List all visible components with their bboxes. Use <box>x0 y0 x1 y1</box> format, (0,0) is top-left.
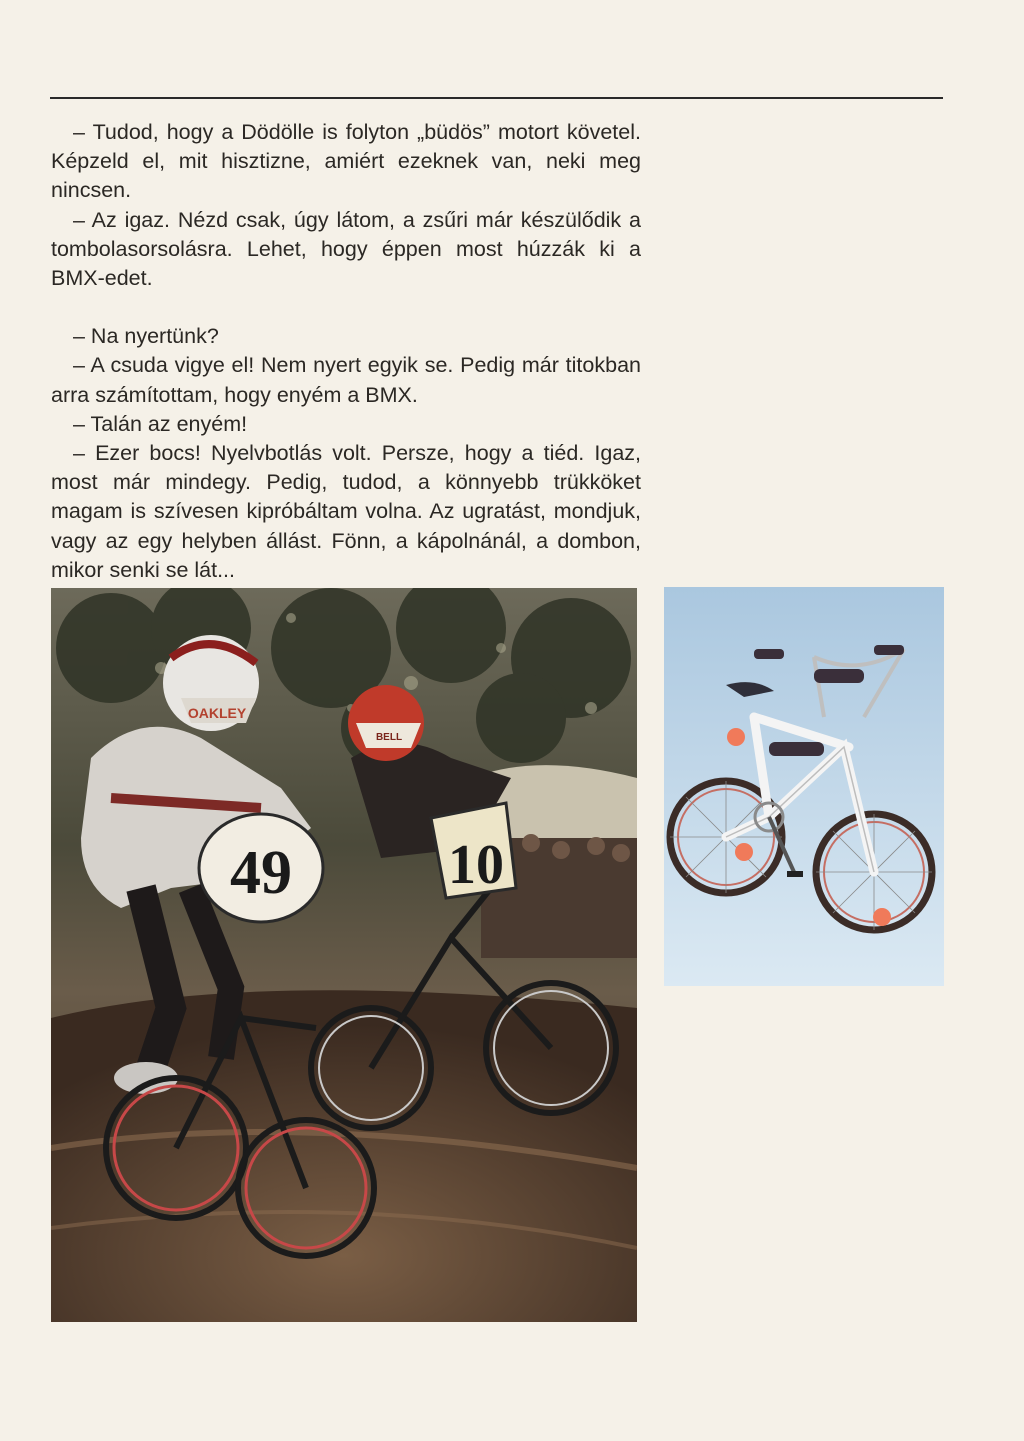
paragraph: – Tudod, hogy a Dödölle is folyton „büdös” motort követel. Képzeld el, mit hisztizne, amiért ezeknek van, neki meg nincsen. <box>51 120 641 203</box>
paragraph: – Talán az enyém! <box>73 411 248 436</box>
bmx-bike-photo <box>664 587 944 986</box>
helmet-brand-label: OAKLEY <box>187 705 247 721</box>
story-text <box>51 118 641 585</box>
paragraph: – Na nyertünk? <box>73 324 219 349</box>
paragraph: – Az igaz. Nézd csak, úgy látom, a zsűri már készülődik a tombolasorsolásra. Lehet, hogy éppen most húzzák ki a BMX-edet. <box>51 207 641 291</box>
plate-number-left: 49 <box>230 839 292 907</box>
number-plate-10 <box>431 803 516 898</box>
paragraph-gap <box>51 293 641 322</box>
top-rule <box>50 97 943 99</box>
helmet-brand-right-label: BELL <box>375 732 403 743</box>
bmx-race-photo <box>51 588 637 1322</box>
number-plate-49 <box>199 814 323 922</box>
plate-number-right: 10 <box>448 834 504 896</box>
paragraph: – Ezer bocs! Nyelvbotlás volt. Persze, hogy a tiéd. Igaz, most már mindegy. Pedig, tudod, a könnyebb trükköket magam is szívesen kipróbáltam volna. Az ugratást, mondjuk, vagy az egy helyben állást. Fönn, a kápolnánál, a dombon, mikor senki se lát... <box>51 441 641 582</box>
paragraph: – A csuda vigye el! Nem nyert egyik se. Pedig már titokban arra számítottam, hogy enyém a BMX. <box>51 353 641 407</box>
